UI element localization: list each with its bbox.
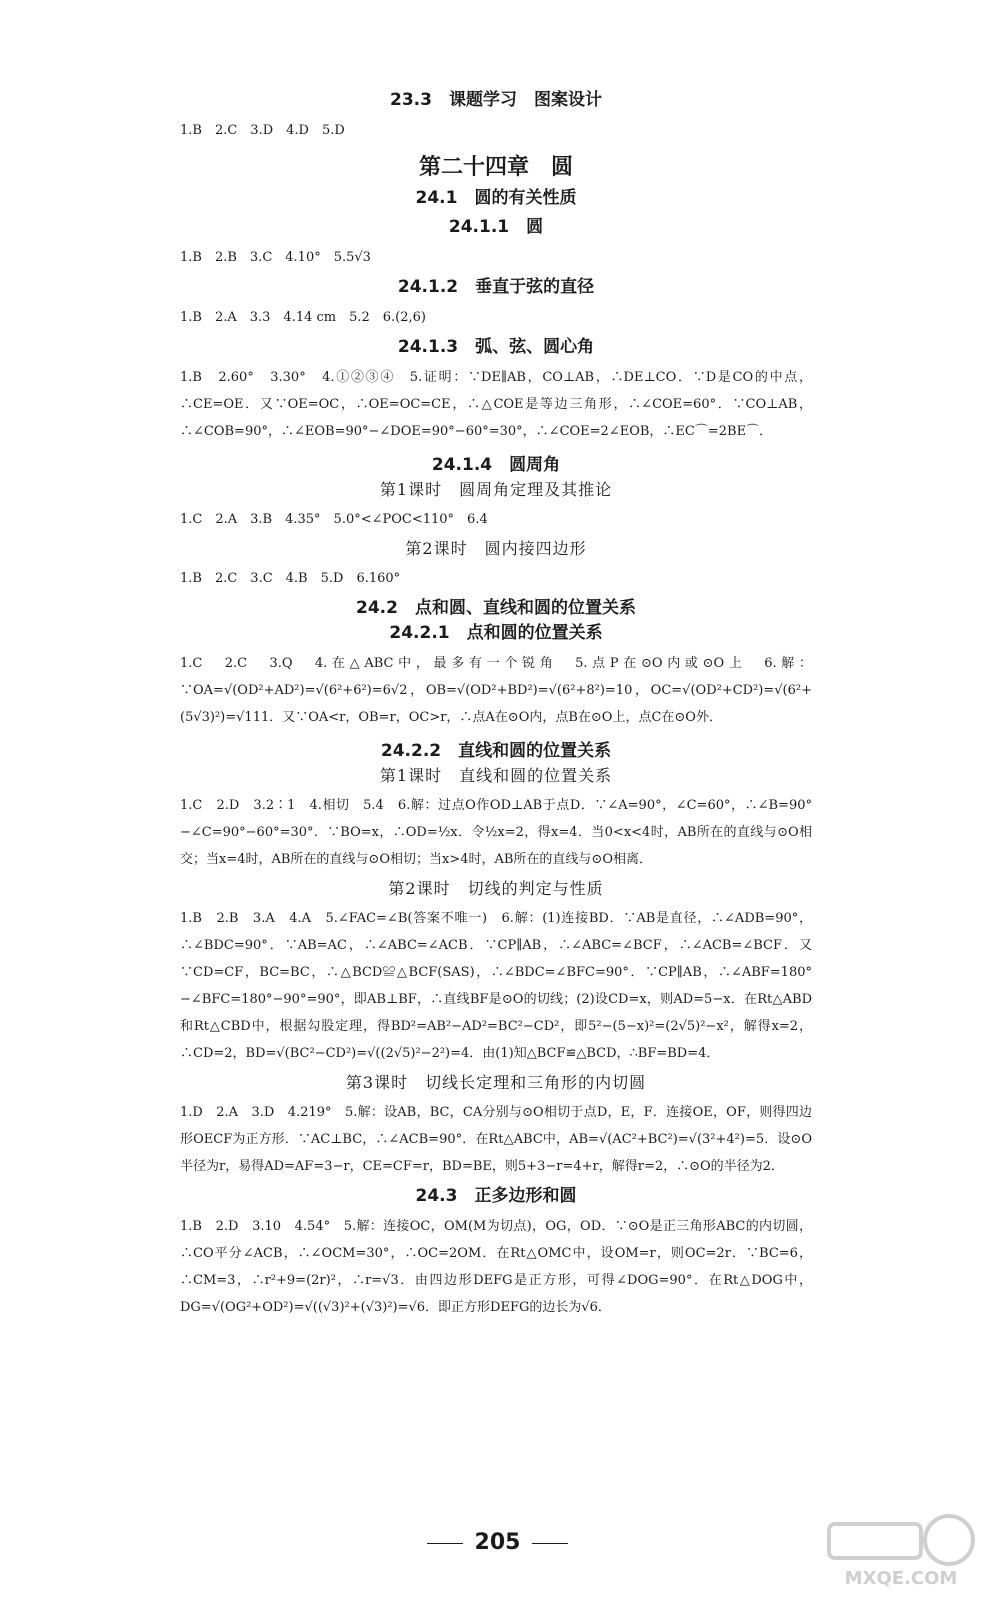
answer-line: 1.B 2.C 3.C 4.B 5.D 6.160° <box>180 571 401 586</box>
section-heading: 24.2 点和圆、直线和圆的位置关系 <box>356 598 636 618</box>
answer-paragraph: 1.B 2.60° 3.30° 4.①②③④ 5.证明：∵DE∥AB，CO⊥AB，∴DE⊥CO．∵D是CO的中点，∴CE=OE．又∵OE=OC，∴OE=OC=CE，∴△COE是等边三角形，∴∠COE=60°．∵CO⊥AB，∴∠COB=90°，∴∠EOB=90°−∠DOE=90°−60°=30°，∴∠COE=2∠EOB，∴EC⌒=2BE⌒． <box>180 370 812 439</box>
section-heading: 24.1.3 弧、弦、圆心角 <box>397 337 595 357</box>
section-heading: 24.2.2 直线和圆的位置关系 <box>380 741 612 761</box>
answer-line: 1.C 2.A 3.B 4.35° 5.0°<∠POC<110° 6.4 <box>180 512 488 527</box>
answer-page <box>180 92 812 1321</box>
lesson-heading: 第2课时 圆内接四边形 <box>405 539 587 558</box>
section-heading: 24.1.1 圆 <box>448 217 544 237</box>
lesson-heading: 第2课时 切线的判定与性质 <box>388 879 604 898</box>
lesson-heading: 第3课时 切线长定理和三角形的内切圆 <box>345 1073 647 1092</box>
answer-paragraph: 1.C 2.D 3.2∶1 4.相切 5.4 6.解：过点O作OD⊥AB于点D．∵∠A=90°，∠C=60°，∴∠B=90°−∠C=90°−60°=30°．∵BO=x，∴OD=½x．令½x=2，得x=4．当0<x<4时，AB所在的直线与⊙O相交；当x=4时，AB所在的直线与⊙O相切；当x>4时，AB所在的直线与⊙O相离． <box>180 798 812 867</box>
watermark-circle <box>925 1516 973 1564</box>
answer-paragraph: 1.B 2.B 3.A 4.A 5.∠FAC=∠B(答案不唯一) 6.解：(1)连接BD．∵AB是直径，∴∠ADB=90°，∴∠BDC=90°．∵AB=AC，∴∠ABC=∠ACB．∵CP∥AB，∴∠ABC=∠BCF，∴∠ACB=∠BCF．又∵CD=CF，BC=BC，∴△BCD≌△BCF(SAS)，∴∠BDC=∠BFC=90°．∵CP∥AB，∴∠ABF=180°−∠BFC=180°−90°=90°，即AB⊥BF，∴直线BF是⊙O的切线；(2)设CD=x，则AD=5−x．在Rt△ABD和Rt△CBD中，根据勾股定理，得BD²=AB²−AD²=BC²−CD²，即5²−(5−x)²=(2√5)²−x²，解得x=2，∴CD=2，BD=√(BC²−CD²)=√((2√5)²−2²)=4．由(1)知△BCF≌△BCD，∴BF=BD=4． <box>180 911 812 1061</box>
page-number-rule-left <box>427 1543 463 1544</box>
lesson-heading: 第1课时 圆周角定理及其推论 <box>379 480 613 499</box>
answer-line: 1.B 2.A 3.3 4.14 cm 5.2 6.(2,6) <box>180 310 427 325</box>
section-heading: 24.1.4 圆周角 <box>431 455 561 475</box>
watermark-graphic <box>821 1510 981 1590</box>
section-heading: 24.3 正多边形和圆 <box>415 1186 577 1206</box>
watermark-box <box>829 1524 921 1558</box>
answer-paragraph: 1.C 2.C 3.Q 4.在△ABC中，最多有一个锐角 5.点P在⊙O内或⊙O上 6.解：∵OA=√(OD²+AD²)=√(6²+6²)=6√2，OB=√(OD²+BD²)=√(6²+8²)=10，OC=√(OD²+CD²)=√(6²+(5√3)²)=√111．又∵OA<r，OB=r，OC>r，∴点A在⊙O内，点B在⊙O上，点C在⊙O外． <box>180 656 812 725</box>
section-heading: 23.3 课题学习 图案设计 <box>390 90 602 110</box>
section-heading: 24.1.2 垂直于弦的直径 <box>397 277 595 297</box>
answer-paragraph: 1.D 2.A 3.D 4.219° 5.解：设AB，BC，CA分别与⊙O相切于点D，E，F．连接OE，OF，则得四边形OECF为正方形．∵AC⊥BC，∴∠ACB=90°．在Rt△ABC中，AB=√(AC²+BC²)=√(3²+4²)=5．设⊙O半径为r，易得AD=AF=3−r，CE=CF=r，BD=BE，则5+3−r=4+r，解得r=2，∴⊙O的半径为2． <box>180 1105 812 1174</box>
answer-line: 1.B 2.B 3.C 4.10° 5.5√3 <box>180 250 371 265</box>
answer-line: 1.B 2.C 3.D 4.D 5.D <box>180 123 345 138</box>
lesson-heading: 第1课时 直线和圆的位置关系 <box>379 766 613 785</box>
watermark-text: MXQE.COM <box>844 1568 958 1589</box>
page-number-text: 205 <box>474 1530 521 1555</box>
section-heading: 24.2.1 点和圆的位置关系 <box>389 623 603 643</box>
chapter-heading: 第二十四章 圆 <box>418 154 573 180</box>
watermark-logo <box>821 1510 981 1590</box>
answer-paragraph: 1.B 2.D 3.10 4.54° 5.解：连接OC，OM(M为切点)，OG，OD．∵⊙O是正三角形ABC的内切圆，∴CO平分∠ACB，∴∠OCM=30°，∴OC=2OM．在Rt△OMC中，设OM=r，则OC=2r．∵BC=6，∴CM=3，∴r²+9=(2r)²，∴r=√3．由四边形DEFG是正方形，可得∠DOG=90°．在Rt△DOG中，DG=√(OG²+OD²)=√((√3)²+(√3)²)=√6．即正方形DEFG的边长为√6． <box>180 1219 812 1315</box>
section-heading: 24.1 圆的有关性质 <box>415 188 577 208</box>
page-number-rule-right <box>532 1543 568 1544</box>
